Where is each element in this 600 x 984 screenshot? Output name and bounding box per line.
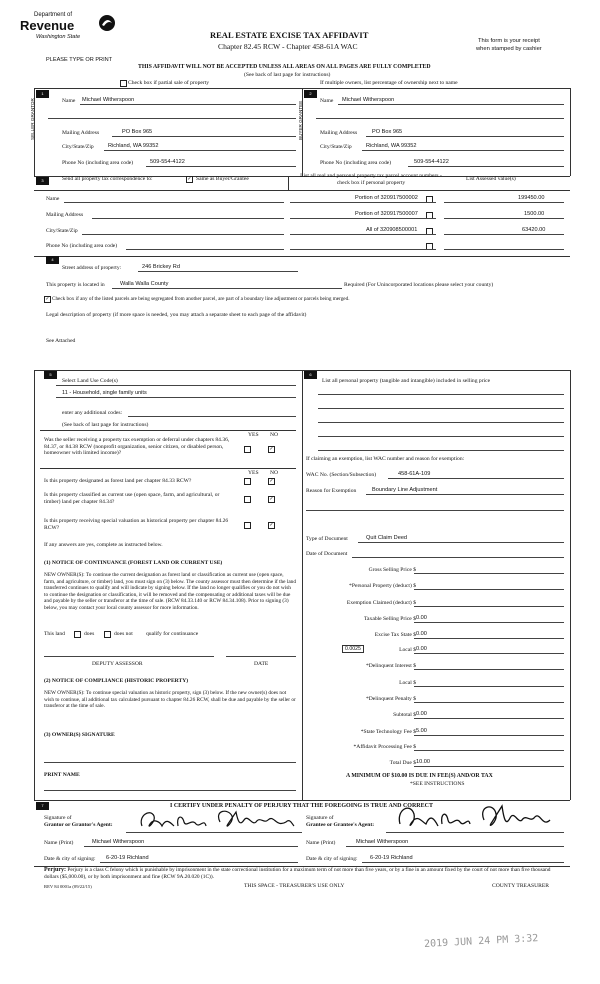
calc-label-subtotal: Subtotal $ (393, 712, 416, 718)
partial-sale-checkbox[interactable] (120, 80, 127, 87)
question-current-use (44, 492, 234, 505)
calc-value-total[interactable]: 10.00 (416, 759, 430, 765)
yes-header-2: YES (248, 470, 259, 476)
grantee-sig-label: Signature of (306, 815, 334, 821)
receipt-note-1: This form is your receipt (478, 38, 540, 44)
q4-no-checkbox[interactable] (268, 522, 275, 529)
dept-line3: Washington State (36, 34, 81, 40)
grantee-agent-label: Grantee or Grantee's Agent: (306, 822, 375, 828)
segregated-label: Check box if any of the listed parcels are being segregated from another parcel, are part of a boundary line adjustment or parcels being merged. (52, 296, 350, 302)
minimum-due-note: A MINIMUM OF $10.00 IS DUE IN FEE(S) AND/OR TAX (346, 773, 493, 779)
revenue-logo (20, 12, 130, 52)
question-current-use-text: Is this property classified as current use (open space, farm, and agricultural, or timber) land per chapter 84.34? (44, 492, 220, 505)
checkmark-icon: ✓ (269, 479, 274, 484)
located-label: This property is located in (46, 282, 105, 288)
grantor-date-city[interactable]: 6-20-19 Richland (106, 855, 149, 861)
section-3-marker: 3 (36, 177, 49, 185)
question-historic (44, 518, 234, 531)
land-use-label: Select Land Use Code(s) (62, 378, 118, 384)
grantee-print-label: Name (Print) (306, 840, 336, 846)
owner-signature-title: (3) OWNER(S) SIGNATURE (44, 732, 115, 738)
calc-label-gross: Gross Selling Price $ (368, 567, 416, 573)
grantor-print-name[interactable]: Michael Witherspoon (92, 839, 145, 845)
calc-label-processing-fee: *Affidavit Processing Fee $ (353, 744, 416, 750)
seller-city-label: City/State/Zip (62, 144, 94, 150)
buyer-phone[interactable]: 509-554-4122 (414, 159, 449, 165)
notice-compliance-text: NEW OWNER(S): To continue special valuation as historic property, sign (3) below. If the new owner(s) does not wish to continue, all additional tax calculated pursuant to chapter 84.26 RCW, shall be due and payable by the seller or transferor at the time of sale. (44, 690, 296, 710)
buyer-name-label: Name (320, 98, 334, 104)
deputy-assessor-label: DEPUTY ASSESSOR (92, 661, 143, 667)
parcel-header-text: List all real and personal property tax parcel account numbers - check box if personal property (300, 173, 442, 186)
dept-line2: Revenue (20, 18, 75, 33)
revenue-logo-icon (98, 14, 116, 32)
parcel-value-2[interactable]: 1500.00 (524, 211, 545, 217)
doc-date-label: Date of Document (306, 551, 348, 557)
grantee-signature[interactable] (396, 800, 556, 836)
seller-mailing[interactable]: PO Box 965 (122, 129, 153, 135)
parcel-row-1[interactable]: Portion of 320917500002 (355, 195, 418, 201)
see-attached[interactable]: See Attached (46, 338, 76, 344)
personal-property-label: List all personal property (tangible and intangible) included in selling price (322, 378, 491, 384)
section-2-marker: 2 (304, 90, 317, 98)
calc-value-taxable[interactable]: 0.00 (416, 615, 427, 621)
notice-compliance-body (44, 690, 296, 710)
section-7-marker: 7 (36, 802, 49, 810)
seller-side-label: SELLER GRANTOR (30, 98, 35, 140)
calc-value-excise[interactable]: 0.00 (416, 631, 427, 637)
buyer-mailing[interactable]: PO Box 965 (372, 129, 403, 135)
located-county[interactable]: Walla Walla County (120, 281, 169, 287)
calc-label-total: Total Due $ (389, 760, 416, 766)
section-6-marker: 6 (304, 371, 317, 379)
does-label: does (84, 631, 95, 637)
section-1-marker: 1 (36, 90, 49, 98)
send-correspondence-label: Send all property tax correspondence to: (62, 176, 153, 182)
signature-icon (141, 811, 294, 826)
buyer-city-label: City/State/Zip (320, 144, 352, 150)
calc-label-local: Local $ (399, 647, 416, 653)
grantor-print-label: Name (Print) (44, 840, 74, 846)
parcel-value-1[interactable]: 199450.00 (518, 195, 545, 201)
q2-no-checkbox[interactable] (268, 478, 275, 485)
this-land-label: This land (44, 631, 65, 637)
q2-yes-checkbox[interactable] (244, 478, 251, 485)
q3-no-checkbox[interactable] (268, 496, 275, 503)
form-subtitle: Chapter 82.45 RCW - Chapter 458-61A WAC (218, 42, 358, 51)
treasurer-use-only: THIS SPACE - TREASURER'S USE ONLY (244, 883, 345, 889)
does-not-checkbox[interactable] (104, 631, 111, 638)
question-historic-text: Is this property receiving special valuation as historical property per chapter 84.26 RCW? (44, 518, 229, 531)
land-use-see-back: (See back of last page for instructions) (62, 422, 149, 428)
street-address[interactable]: 246 Brickey Rd (142, 264, 180, 270)
segregated-checkbox[interactable] (44, 296, 51, 303)
s3-phone-label: Phone No (including area code) (46, 243, 118, 249)
form-title: REAL ESTATE EXCISE TAX AFFIDAVIT (210, 30, 369, 40)
q3-yes-checkbox[interactable] (244, 496, 251, 503)
seller-city[interactable]: Richland, WA 99352 (108, 143, 159, 149)
grantee-date-city[interactable]: 6-20-19 Richland (370, 855, 413, 861)
dept-line1: Department of (34, 12, 73, 18)
no-header-1: NO (270, 432, 279, 438)
if-yes-note: If any answers are yes, complete as instructed below. (44, 542, 163, 548)
same-as-buyer-checkbox[interactable] (186, 176, 193, 183)
calc-label-technology-fee: *State Technology Fee $ (360, 729, 416, 735)
partial-sale-label: Check box if partial sale of property (128, 80, 210, 86)
certify-statement: I CERTIFY UNDER PENALTY OF PERJURY THAT THE FOREGOING IS TRUE AND CORRECT (170, 803, 433, 809)
local-rate-box[interactable]: 0.0025 (342, 645, 364, 653)
does-checkbox[interactable] (74, 631, 81, 638)
deputy-date-label: DATE (254, 661, 269, 667)
seller-name-label: Name (62, 98, 76, 104)
seller-mailing-label: Mailing Address (62, 130, 100, 136)
print-name-label: PRINT NAME (44, 772, 80, 778)
see-instructions: *SEE INSTRUCTIONS (410, 781, 465, 787)
perjury-note (44, 867, 566, 881)
checkmark-icon: ✓ (187, 177, 192, 182)
grantor-sig-label: Signature of (44, 815, 72, 821)
notice-continuance-text: NEW OWNER(S): To continue the current designation as forest land or classification as current use (open space, farm, and agriculture, or timber) land, you must sign on (3) below. The county assessor must then determine if the land transferred continues to qualify and will indicate by signing below. If the land no longer qualifies or you do not wish to continue the designation or classification, it will be removed and the compensating or additional taxes will be due and payable by the seller or transferor at the time of sale. (RCW 84.33.140 or RCW 84.34.108). Prior to signing (3) below, you may contact your local county assessor for more information. (44, 572, 296, 611)
additional-codes-label: enter any additional codes: (62, 410, 123, 416)
same-as-buyer-label: Same as Buyer/Grantee (196, 176, 249, 182)
perjury-label: Perjury: (44, 867, 66, 873)
s3-mailing-label: Mailing Address (46, 212, 84, 218)
legal-desc-label: Legal description of property (if more space is needed, you may attach a separate sheet to each page of the affidavit) (46, 312, 307, 318)
calc-label-delinquent-penalty: *Delinquent Penalty $ (365, 696, 416, 702)
yes-header-1: YES (248, 432, 259, 438)
question-exemption (44, 437, 234, 457)
county-treasurer: COUNTY TREASURER (492, 883, 550, 889)
calc-value-local[interactable]: 0.00 (416, 646, 427, 652)
q1-no-checkbox[interactable] (268, 446, 275, 453)
question-exemption-text: Was the seller receiving a property tax exemption or deferral under chapters 84.36, 84.37, or 84.38 RCW (nonprofit organization, senior citizen, or disabled person, homeowner with limited income)? (44, 437, 230, 457)
notice-continuance-body (44, 572, 296, 612)
see-back-note: (See back of last page for instructions) (244, 72, 331, 78)
parcel-row-3[interactable]: All of 320908500001 (366, 227, 418, 233)
assessed-header: List Assessed value(s) (466, 176, 516, 182)
calc-label-excise: Excise Tax State $ (374, 632, 416, 638)
calc-label-delinquent-interest: *Delinquent Interest $ (365, 663, 416, 669)
section-4-marker: 4 (46, 256, 59, 264)
warning-text: THIS AFFIDAVIT WILL NOT BE ACCEPTED UNLESS ALL AREAS ON ALL PAGES ARE FULLY COMPLETED (138, 64, 431, 70)
question-forest: Is this property designated as forest land per chapter 84.33 RCW? (44, 478, 192, 484)
grantee-date-label: Date & city of signing: (306, 856, 358, 862)
received-stamp: 2019 JUN 24 PM 3:32 (423, 933, 539, 950)
no-header-2: NO (270, 470, 279, 476)
parcel-value-3[interactable]: 63420.00 (522, 227, 546, 233)
grantee-print-name[interactable]: Michael Witherspoon (356, 839, 409, 845)
checkmark-icon: ✓ (269, 497, 274, 502)
receipt-note-2: when stamped by cashier (476, 46, 542, 52)
exemption-claim-label: If claiming an exemption, list WAC number and reason for exemption: (306, 456, 465, 462)
seller-name[interactable]: Michael Witherspoon (82, 97, 135, 103)
calc-label-exemption: Exemption Claimed (deduct) $ (346, 600, 416, 606)
checkmark-icon: ✓ (269, 523, 274, 528)
notice-compliance-title: (2) NOTICE OF COMPLIANCE (HISTORIC PROPERTY) (44, 678, 189, 684)
buyer-city[interactable]: Richland, WA 99352 (366, 143, 417, 149)
buyer-name[interactable]: Michael Witherspoon (342, 97, 395, 103)
section-5-marker: 5 (44, 371, 57, 379)
buyer-side-label: BUYER GRANTEE (298, 100, 303, 140)
calc-value-subtotal[interactable]: 0.00 (416, 711, 427, 717)
perjury-text: Perjury is a class C felony which is punishable by imprisonment in the state correctional institution for a maximum term of not more than five years, or by a fine in an amount fixed by the court of not more than five thousand dollars ($5,000.00), or by both imprisonment and fine (RCW 9A.20.020 (1C)). (44, 867, 551, 880)
grantor-date-label: Date & city of signing: (44, 856, 96, 862)
checkmark-icon: ✓ (45, 297, 50, 302)
required-note: Required (For Unincorporated locations please select your county) (344, 282, 494, 288)
multiple-owners-note: If multiple owners, list percentage of ownership next to name (320, 80, 458, 86)
please-type: PLEASE TYPE OR PRINT (46, 57, 113, 63)
qualify-label: qualify for continuance (146, 631, 199, 637)
doc-type-label: Type of Document (306, 536, 348, 542)
doc-type[interactable]: Quit Claim Deed (366, 535, 408, 541)
q1-yes-checkbox[interactable] (244, 446, 251, 453)
parcel-header (296, 173, 446, 187)
calc-label-personal: *Personal Property (deduct) $ (349, 583, 416, 589)
rev-number: REV 84 0001a (09/22/15) (44, 884, 92, 889)
notice-continuance-title: (1) NOTICE OF CONTINUANCE (FOREST LAND OR CURRENT USE) (44, 560, 223, 566)
buyer-mailing-label: Mailing Address (320, 130, 358, 136)
s3-name-label: Name (46, 196, 60, 202)
checkmark-icon: ✓ (269, 447, 274, 452)
wac-number[interactable]: 458-61A-109 (398, 471, 431, 477)
q4-yes-checkbox[interactable] (244, 522, 251, 529)
reason-label: Reason for Exemption (306, 488, 357, 494)
grantor-agent-label: Grantor or Grantor's Agent: (44, 822, 113, 828)
calc-label-local-2: Local $ (399, 680, 416, 686)
seller-phone-label: Phone No (including area code) (62, 160, 134, 166)
buyer-phone-label: Phone No (including area code) (320, 160, 392, 166)
parcel-row-2[interactable]: Portion of 320917500007 (355, 211, 418, 217)
wac-label: WAC No. (Section/Subsection) (306, 472, 377, 478)
reason-exemption[interactable]: Boundary Line Adjustment (372, 487, 438, 493)
calc-value-technology-fee[interactable]: 5.00 (416, 728, 427, 734)
seller-phone[interactable]: 509-554-4122 (150, 159, 185, 165)
does-not-label: does not (114, 631, 133, 637)
land-use-code[interactable]: 11 - Household, single family units (62, 390, 147, 396)
calc-label-taxable: Taxable Selling Price $ (364, 616, 416, 622)
street-label: Street address of property: (62, 265, 122, 271)
s3-city-label: City/State/Zip (46, 228, 78, 234)
